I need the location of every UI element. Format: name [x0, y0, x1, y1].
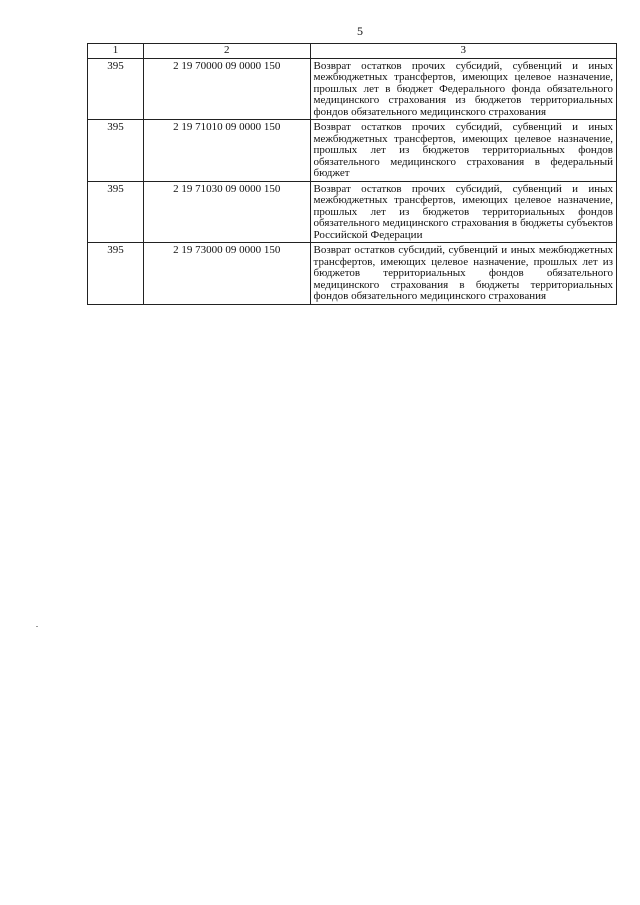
description-cell: Возврат остатков субсидий, субвенций и иных межбюджетных трансфертов, имеющих целевое назначение, прошлых лет из бюджетов территориальных фондов обязательного медицинского страхования в бюджеты территориальных фондов обязательного медицинского страхования	[310, 243, 616, 305]
column-header-3: 3	[310, 44, 616, 59]
scan-speck	[36, 626, 38, 627]
description-cell: Возврат остатков прочих субсидий, субвенций и иных межбюджетных трансфертов, имеющих целевое назначение, прошлых лет из бюджетов территориальных фондов обязательного медицинского страхования в федеральный бюджет	[310, 120, 616, 182]
admin-code-cell: 395	[88, 243, 144, 305]
table-row	[88, 58, 617, 120]
admin-code-cell: 395	[88, 58, 144, 120]
table-header-row	[88, 44, 617, 59]
table-row	[88, 120, 617, 182]
column-header-2: 2	[143, 44, 310, 59]
admin-code-cell: 395	[88, 181, 144, 243]
budget-code-cell: 2 19 73000 09 0000 150	[143, 243, 310, 305]
budget-code-cell: 2 19 71030 09 0000 150	[143, 181, 310, 243]
page-number: 5	[357, 24, 363, 38]
column-header-1: 1	[88, 44, 144, 59]
admin-code-cell: 395	[88, 120, 144, 182]
description-cell: Возврат остатков прочих субсидий, субвенций и иных межбюджетных трансфертов, имеющих целевое назначение, прошлых лет в бюджет Федерального фонда обязательного медицинского страхования из бюджетов территориальных фондов обязательного медицинского страхования	[310, 58, 616, 120]
budget-code-cell: 2 19 71010 09 0000 150	[143, 120, 310, 182]
budget-codes-table	[87, 43, 617, 305]
description-cell: Возврат остатков прочих субсидий, субвенций и иных межбюджетных трансфертов, имеющих целевое назначение, прошлых лет из бюджетов территориальных фондов обязательного медицинского страхования в бюджеты субъектов Российской Федерации	[310, 181, 616, 243]
budget-code-cell: 2 19 70000 09 0000 150	[143, 58, 310, 120]
table-row	[88, 181, 617, 243]
table-row	[88, 243, 617, 305]
